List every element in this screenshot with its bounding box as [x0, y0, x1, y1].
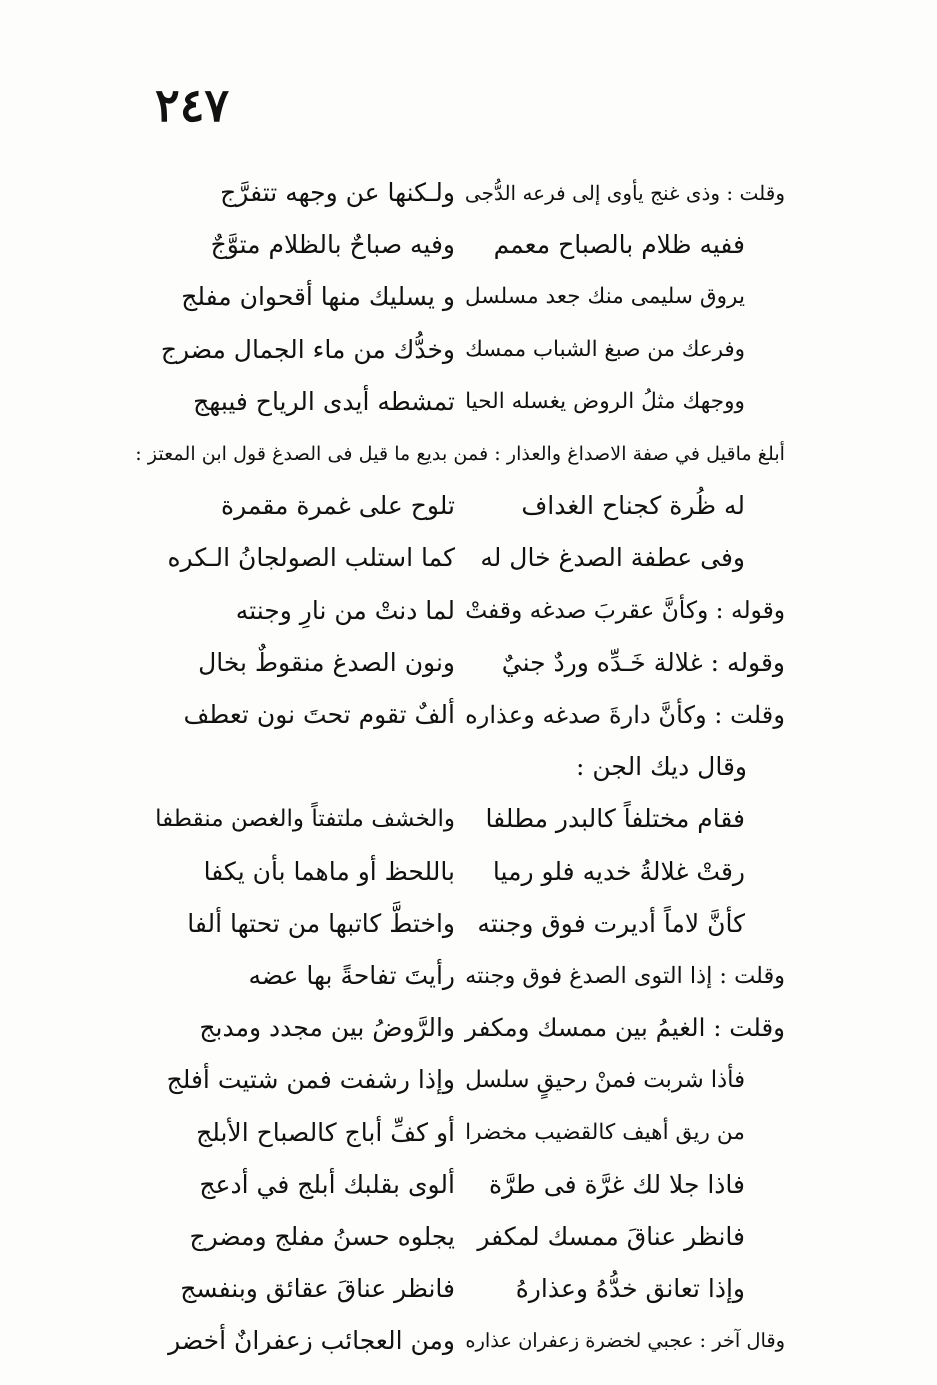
- verse-second-hemistich: والخشف ملتفتاً والغصن منقطفا: [155, 806, 455, 832]
- verse-second-hemistich: أو كفِّ أباج كالصباح الأبلج: [196, 1118, 455, 1147]
- verse-first-hemistich: [477, 1220, 745, 1254]
- verse-first-hemistich: [465, 385, 745, 419]
- verse-first-hemistich: [480, 541, 745, 575]
- speaker-prefix: وقوله :: [702, 648, 785, 677]
- verse-second-hemistich: وفيه صباحٌ بالظلام متوَّجٌ: [210, 230, 455, 259]
- verse-first-hemistich: [494, 228, 745, 262]
- verse-second-hemistich: ألفٌ تقوم تحتَ نون تعطف: [183, 700, 455, 729]
- verse-second-hemistich: وإذا رشفت فمن شتيت أفلج: [166, 1065, 455, 1094]
- verse-first-hemistich: [465, 1324, 785, 1358]
- verse-second-hemistich: باللحظ أو ماهما بأن يكفا: [203, 857, 455, 886]
- hemistich-text: إذا التوى الصدغ فوق وجنته: [465, 963, 713, 989]
- speaker-prefix: وقلت :: [706, 701, 785, 729]
- verse-second-hemistich: ولـكنها عن وجهه تتفرَّج: [220, 178, 455, 207]
- verse-first-hemistich: [493, 855, 745, 889]
- verse-second-hemistich: رأيتَ تفاحةً بها عضه: [248, 961, 455, 990]
- hemistich-text: وفى عطفة الصدغ خال له: [480, 543, 745, 572]
- verse-first-hemistich: [489, 1168, 745, 1202]
- verse-second-hemistich: ومن العجائب زعفرانٌ أخضر: [168, 1326, 455, 1355]
- hemistich-text: فأذا شربت فمنْ رحيقٍ سلسل: [465, 1067, 745, 1093]
- hemistich-text: فاذا جلا لك غرَّة فى طرَّة: [489, 1170, 745, 1199]
- verse-second-hemistich: ونون الصدغ منقوطٌ بخال: [198, 648, 455, 677]
- speaker-prefix: وقال آخر :: [693, 1329, 785, 1352]
- speaker-prefix: وقلت :: [705, 1013, 785, 1042]
- hemistich-text: رقتْ غلالةُ خديه فلو رميا: [492, 857, 745, 886]
- verse-first-hemistich: [465, 1011, 785, 1045]
- verse-second-hemistich: و يسليك منها أقحوان مفلج: [181, 282, 455, 311]
- hemistich-text: وكأنَّ عقربَ صدغه وقفتْ: [465, 597, 709, 624]
- verse-first-hemistich: [465, 333, 745, 367]
- verse-first-hemistich: [477, 907, 745, 941]
- hemistich-text: يروق سليمى منك جعد مسلسل: [465, 284, 745, 309]
- prose-line: أبلغ ماقيل في صفة الاصداغ والعذار : فمن بديع ما قيل فى الصدغ قول ابن المعتز :: [135, 442, 785, 465]
- verse-first-hemistich: [465, 1116, 745, 1150]
- hemistich-text: عجبي لخضرة زعفران عذاره: [465, 1329, 694, 1352]
- page-number: ٢٤٧: [155, 78, 230, 132]
- prose-line: وقال ديك الجن :: [576, 752, 747, 781]
- speaker-prefix: وقلت :: [712, 963, 785, 989]
- verse-first-hemistich: [502, 646, 785, 680]
- speaker-prefix: وقوله :: [708, 597, 785, 624]
- hemistich-text: كأنَّ لاماً أديرت فوق وجنته: [477, 909, 745, 938]
- hemistich-text: وذى غنج يأوى إلى فرعه الدُّجى: [464, 181, 721, 205]
- verse-first-hemistich: [465, 1063, 745, 1097]
- verse-first-hemistich: [516, 1272, 745, 1306]
- hemistich-text: وفرعك من صبغ الشباب ممسك: [465, 337, 745, 362]
- hemistich-text: ووجهك مثلُ الروض يغسله الحيا: [465, 389, 745, 414]
- verse-first-hemistich: [521, 489, 745, 523]
- verse-second-hemistich: يجلوه حسنُ مفلج ومضرج: [189, 1222, 455, 1251]
- verse-first-hemistich: [465, 698, 785, 732]
- verse-first-hemistich: [465, 594, 785, 628]
- verse-second-hemistich: لما دنتْ من نارِ وجنته: [235, 596, 455, 625]
- hemistich-text: فانظر عناقَ ممسك لمكفر: [477, 1222, 745, 1251]
- hemistich-text: ففيه ظلام بالصباح معمم: [493, 230, 745, 259]
- hemistich-text: له ظُرة كجناح الغداف: [521, 491, 745, 520]
- verse-second-hemistich: كما استلب الصولجانُ الـكره: [167, 543, 455, 572]
- hemistich-text: وإذا تعانق خدُّهُ وعذارهُ: [515, 1274, 745, 1303]
- verse-second-hemistich: وخدُّك من ماء الجمال مضرج: [160, 335, 455, 364]
- speaker-prefix: وقلت :: [720, 181, 785, 205]
- verse-first-hemistich: [465, 959, 785, 993]
- hemistich-text: من ريق أهيف كالقضيب مخضرا: [465, 1120, 745, 1145]
- verse-second-hemistich: والرَّوضُ بين مجدد ومدبج: [199, 1013, 455, 1042]
- verse-second-hemistich: فانظر عناقَ عقائق وبنفسج: [180, 1274, 455, 1303]
- hemistich-text: فقام مختلفاً كالبدر مطلفا: [485, 804, 745, 833]
- verse-second-hemistich: ألوى بقلبك أبلج في أدعج: [199, 1170, 455, 1199]
- verse-first-hemistich: [486, 802, 745, 836]
- verse-first-hemistich: [465, 176, 785, 210]
- hemistich-text: وكأنَّ دارةَ صدغه وعذاره: [465, 701, 707, 729]
- hemistich-text: غلالة خَـدِّه وردٌ جنيٌ: [501, 648, 703, 677]
- verse-first-hemistich: [465, 280, 745, 314]
- hemistich-text: الغيمُ بين ممسك ومكفر: [465, 1013, 706, 1042]
- verse-second-hemistich: تمشطه أيدى الرياح فيبهج: [193, 387, 455, 416]
- verse-second-hemistich: تلوح على غمرة مقمرة: [221, 491, 455, 520]
- verse-second-hemistich: واختطَّ كاتبها من تحتها ألفا: [187, 909, 455, 938]
